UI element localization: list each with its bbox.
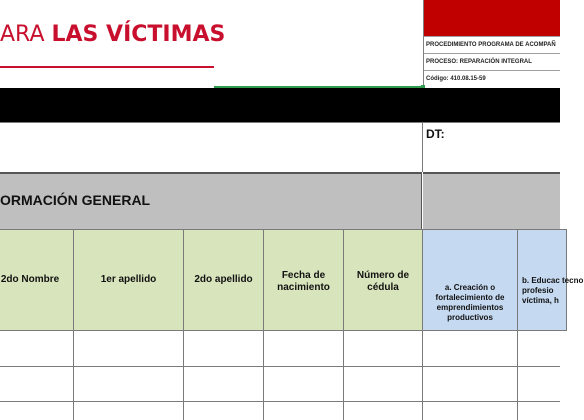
column-header-second-surname[interactable] — [183, 229, 264, 331]
column-header-id-number[interactable] — [343, 229, 423, 331]
logo-underline — [0, 66, 214, 68]
dt-label: DT: — [426, 127, 445, 141]
process-label: PROCESO: REPARACIÓN INTEGRAL — [424, 53, 560, 70]
column-header-option-a[interactable] — [422, 229, 518, 331]
grid-line — [422, 331, 423, 420]
grid-line — [343, 331, 344, 420]
grid-line — [517, 331, 518, 420]
column-header-birth-date[interactable] — [263, 229, 344, 331]
grid-line — [73, 331, 74, 420]
section-header-right-cell[interactable] — [423, 172, 560, 229]
column-header-option-b[interactable] — [517, 229, 584, 331]
logo-text-main: LAS VÍCTIMAS — [51, 22, 226, 47]
column-label: a. Creación o fortalecimiento de emprendimientos productivos — [435, 283, 505, 322]
column-label: Número de cédula — [356, 270, 410, 293]
grid-line — [0, 366, 560, 367]
header-red-band — [424, 0, 560, 36]
title-band — [0, 88, 560, 122]
logo-text-prefix: ARA — [0, 22, 52, 47]
code-label: Código: 410.08.15-59 — [424, 70, 560, 87]
column-label: 2do Nombre — [0, 274, 60, 285]
column-label: Fecha de nacimiento — [277, 270, 330, 293]
column-label: 2do apellido — [194, 274, 253, 285]
grid-line — [183, 331, 184, 420]
column-header-first-surname[interactable] — [73, 229, 184, 331]
column-header-second-name[interactable] — [0, 229, 74, 331]
section-title: ORMACIÓN GENERAL — [0, 192, 151, 208]
procedure-label: PROCEDIMIENTO PROGRAMA DE ACOMPAÑ — [424, 36, 560, 53]
dt-left-cell[interactable] — [0, 122, 422, 172]
column-label: b. Educac tecno profesio víctima, h — [522, 276, 584, 305]
dt-value-cell[interactable] — [423, 140, 560, 172]
grid-line — [263, 331, 264, 420]
column-label: 1er apellido — [100, 274, 157, 285]
grid-line — [0, 401, 560, 402]
logo — [0, 22, 225, 47]
